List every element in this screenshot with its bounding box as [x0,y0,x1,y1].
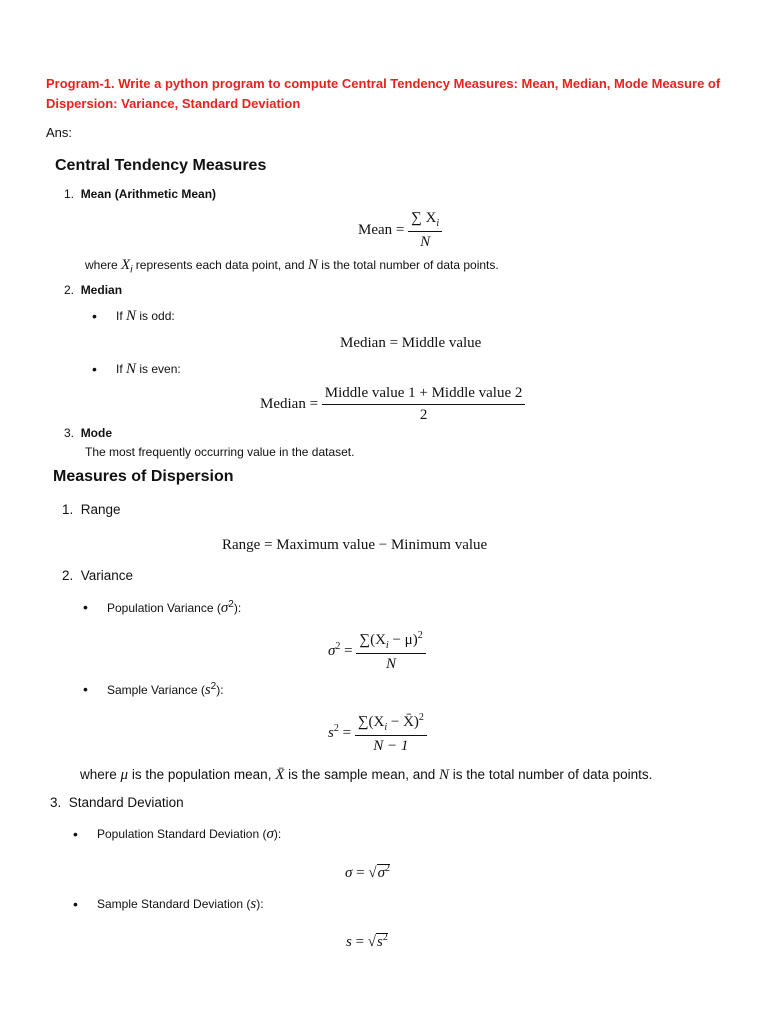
pop-var-num: ∑(X [359,632,386,648]
mean-formula: Mean = $\frac{\sum X_i}{N}$ [358,210,442,251]
where-post: is the total number of data points. [452,767,653,782]
samp-var-lhs-sup: 2 [333,722,339,734]
mean-desc-var2: N [307,257,318,273]
samp-stddev-sym: s [250,896,257,912]
where-mid1: is the population mean, [131,767,272,782]
population-stddev-bullet [97,826,281,843]
sample-stddev-bullet [97,896,264,913]
samp-var-lhs: s [328,724,334,741]
pop-var-lhs-sup: 2 [335,640,341,652]
samp-var-num-sub: i [384,722,388,733]
samp-variance-sup: 2 [210,681,217,692]
sample-variance-bullet [107,681,224,699]
median-odd-var: N [126,308,137,324]
dispersion-heading: Measures of Dispersion [53,468,234,485]
samp-variance-label: Sample Variance ( [107,683,205,697]
pop-stddev-close: ): [273,827,282,841]
program-title-line1: Program-1. Write a python program to compute Central Tendency Measures: Mean, Median, Mode Measure of [46,76,721,91]
range-formula: Range = Maximum value − Minimum value [222,537,488,553]
mean-numerator-sub: i [436,218,440,229]
pop-sd-lhs: σ [345,865,353,881]
stddev-item [50,795,184,810]
range-label: Range [80,502,121,517]
median-item [64,283,122,297]
pop-var-num-rest: − μ) [388,632,418,648]
stddev-label: Standard Deviation [68,795,184,810]
central-tendency-heading: Central Tendency Measures [55,157,267,174]
samp-var-den: N − 1 [373,738,409,754]
pop-var-num-sub: i [385,640,389,651]
pop-variance-sym: σ [220,600,229,616]
samp-stddev-label: Sample Standard Deviation ( [97,897,251,911]
pop-sd-radicand-sup: 2 [385,863,391,874]
median-odd-post: is odd: [139,309,175,323]
sample-stddev-formula: $s = √s^2$ [346,932,388,950]
mean-numerator: ∑ X [411,210,437,226]
pop-stddev-sym: σ [266,826,274,842]
mode-item [64,426,112,440]
mean-item [64,187,216,201]
samp-variance-sym: s [204,682,211,698]
mean-desc-post: is the total number of data points. [321,258,499,272]
median-odd-pre: If [116,309,123,323]
median-label: Median [80,283,123,297]
pop-var-lhs: σ [328,642,336,659]
mean-label: Mean (Arithmetic Mean) [80,187,217,201]
program-title-line2: Dispersion: Variance, Standard Deviation [46,96,301,111]
where-pre: where [80,767,117,782]
range-item [62,502,121,517]
pop-variance-sup: 2 [228,599,234,610]
sample-variance-formula: $s^2$ = $\frac{\sum(X_i - X̄)^2}{N - 1}$ [328,712,427,755]
where-xbar: X̄ [275,767,285,783]
population-variance-formula: $\sigma^2$ = $\frac{\sum(X_i - \mu)^2}{N}$ [328,630,426,673]
mean-number: 1. [64,187,75,201]
pop-var-num-sup: 2 [417,630,423,641]
median-even-fraction [322,385,526,424]
samp-var-num-rest: − X̄) [387,714,419,730]
variance-where [80,767,652,784]
mode-label: Mode [80,426,113,440]
pop-variance-label: Population Variance ( [107,601,221,615]
mean-desc-pre: where [85,258,118,272]
where-n: N [439,767,450,783]
samp-variance-close: ): [216,683,224,697]
mean-desc-var-sub: i [130,264,133,276]
variance-number: 2. [62,568,74,583]
pop-variance-close: ): [233,601,242,615]
median-even-pre: If [116,362,123,376]
samp-sd-radicand-sup: 2 [382,932,388,943]
pop-var-fraction [356,630,425,673]
median-odd-bullet [116,308,175,325]
stddev-number: 3. [50,795,62,810]
median-even-numerator: Middle value 1 + Middle value 2 [322,385,526,405]
ans-label: Ans: [46,125,73,140]
where-mid2: is the sample mean, and [288,767,436,782]
median-even-post: is even: [139,362,181,376]
pop-stddev-label: Population Standard Deviation ( [97,827,267,841]
mode-number: 3. [64,426,75,440]
population-stddev-formula: $\sigma = √\sigma^2$ [345,863,391,881]
mean-denominator: N [420,234,431,250]
median-even-bullet [116,361,181,378]
samp-var-num-sup: 2 [418,712,424,723]
range-number: 1. [62,502,74,517]
samp-var-num: ∑(X [357,714,385,730]
mode-description: The most frequently occurring value in the dataset. [85,445,355,459]
pop-var-den: N [386,656,397,672]
population-variance-bullet [107,599,241,617]
median-even-lhs: Median [260,395,306,412]
variance-item [62,568,133,583]
mean-desc-mid: represents each data point, and [135,258,305,272]
samp-sd-radicand: s [377,934,383,950]
median-odd-formula: Median = Middle value [340,335,482,351]
variance-label: Variance [80,568,134,583]
samp-var-fraction [355,712,427,755]
median-even-formula: Median = $\frac{\text{Middle value 1 + Middle value 2}}{2}$ [260,385,525,424]
mean-desc-var: X [121,257,131,273]
mean-formula-lhs: Mean [358,221,393,238]
median-even-denominator: 2 [419,407,428,423]
samp-sd-lhs: s [346,934,352,950]
median-number: 2. [64,283,75,297]
mean-fraction [408,210,442,251]
samp-stddev-close: ): [256,897,264,911]
where-mu: μ [120,767,129,783]
mean-description [85,257,499,275]
median-even-var: N [126,361,137,377]
pop-sd-radicand: σ [377,865,386,881]
